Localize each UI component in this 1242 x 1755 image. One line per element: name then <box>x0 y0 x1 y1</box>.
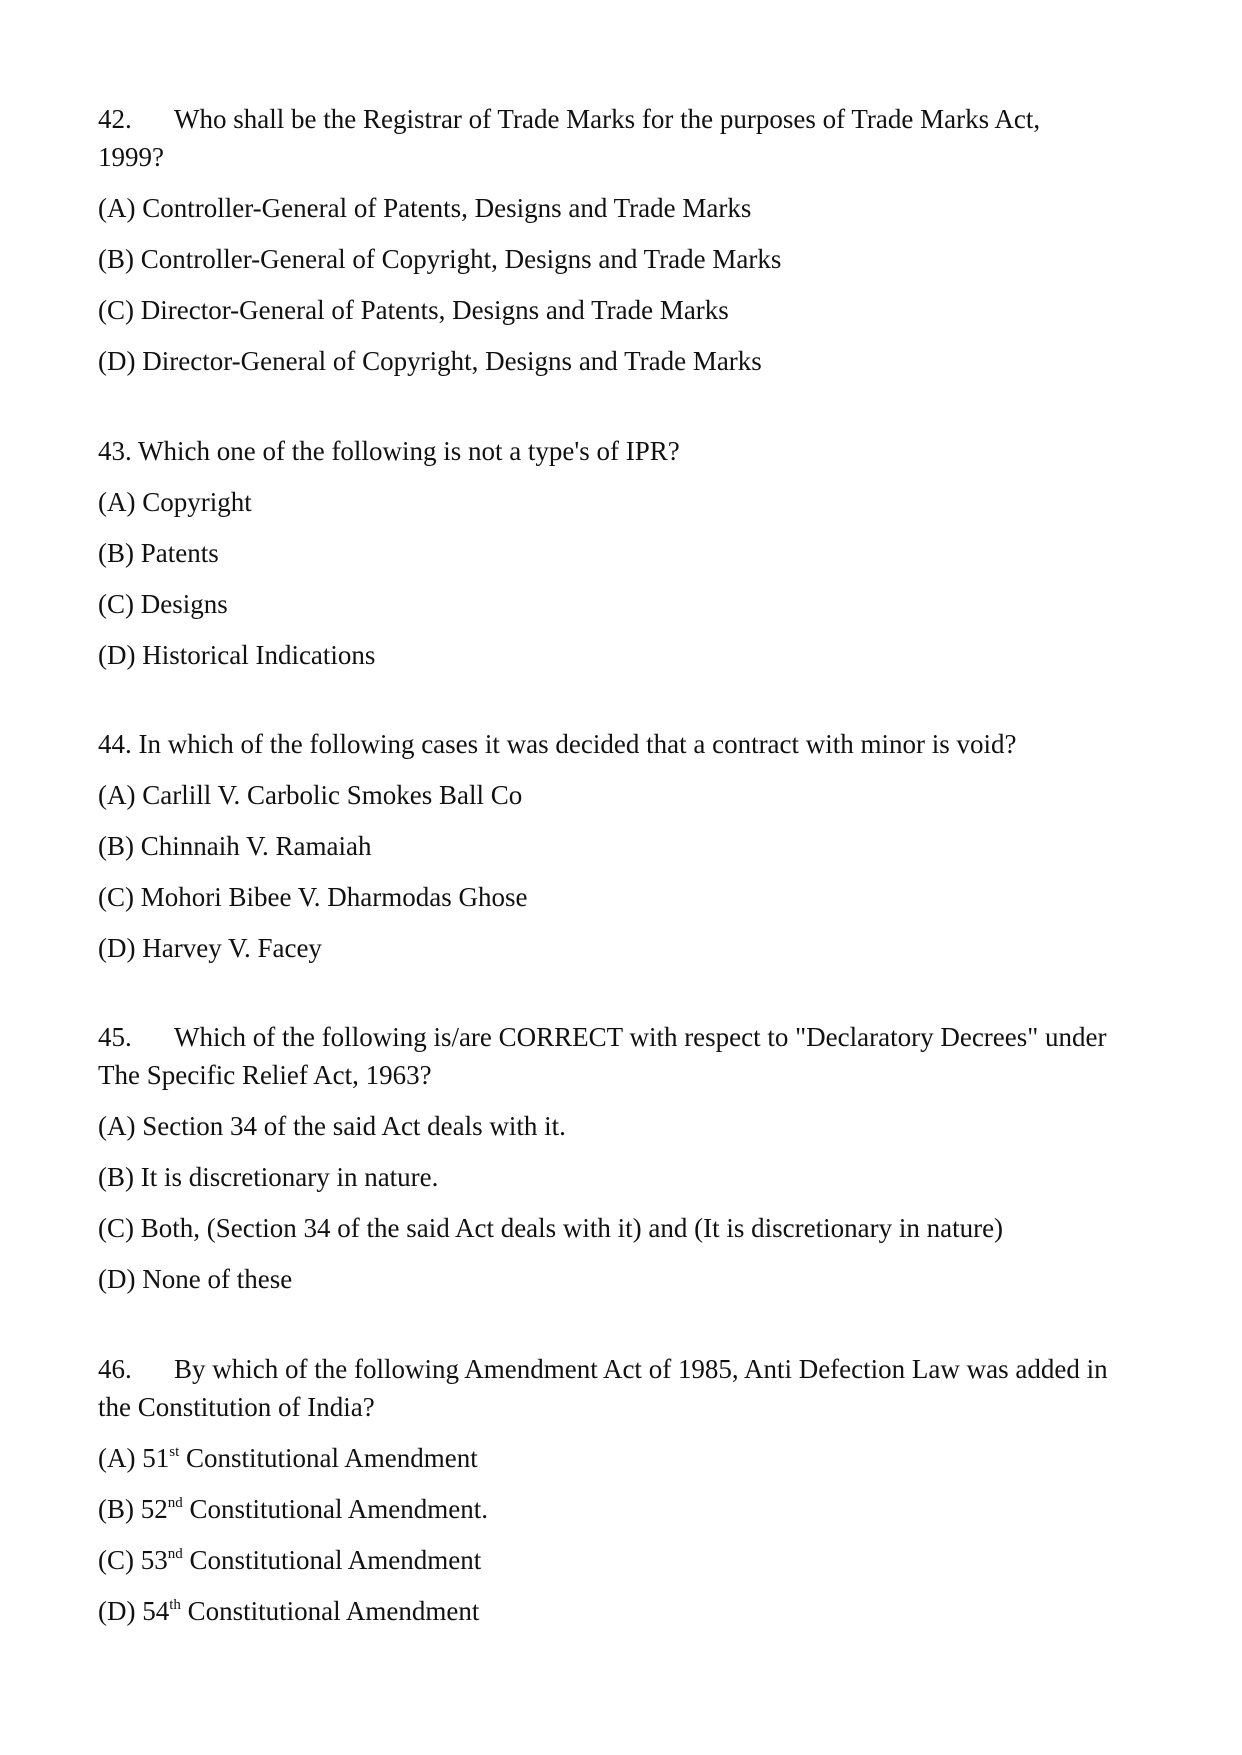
option-b: (B) Chinnaih V. Ramaiah <box>98 831 372 861</box>
option-b: (B) Patents <box>98 538 219 568</box>
question-stem <box>98 432 1108 470</box>
option-c: (C) Mohori Bibee V. Dharmodas Ghose <box>98 882 528 912</box>
option-prefix: (B) 52 <box>98 1494 168 1524</box>
option-suffix: Constitutional Amendment. <box>182 1494 488 1524</box>
question-text: By which of the following Amendment Act of 1985, Anti Defection Law was added in the Constitution of India? <box>98 1354 1108 1422</box>
option-a: (A) Carlill V. Carbolic Smokes Ball Co <box>98 780 523 810</box>
option-suffix: Constitutional Amendment <box>179 1443 478 1473</box>
ordinal-suffix: th <box>169 1597 181 1613</box>
option-prefix: (C) 53 <box>98 1545 168 1575</box>
option-c: (C) Both, (Section 34 of the said Act deals with it) and (It is discretionary in nature) <box>98 1213 1004 1243</box>
question-45 <box>98 1018 1108 1311</box>
question-number: 46. <box>98 1354 132 1384</box>
option-a: (A) Section 34 of the said Act deals with it. <box>98 1111 566 1141</box>
ordinal-suffix: st <box>169 1444 180 1460</box>
option-c: (C) Designs <box>98 589 228 619</box>
question-stem <box>98 1018 1108 1094</box>
question-text: Which of the following is/are CORRECT with respect to "Declaratory Decrees" under The Specific Relief Act, 1963? <box>98 1022 1107 1090</box>
option-a: (A) Controller-General of Patents, Designs and Trade Marks <box>98 193 752 223</box>
option-c <box>98 1541 1108 1579</box>
question-stem <box>98 1350 1108 1426</box>
question-46 <box>98 1350 1108 1643</box>
question-number: 44. <box>98 729 132 759</box>
option-suffix: Constitutional Amendment <box>180 1596 480 1626</box>
option-b: (B) Controller-General of Copyright, Designs and Trade Marks <box>98 244 782 274</box>
ordinal-suffix: nd <box>167 1546 183 1562</box>
question-42 <box>98 100 1108 393</box>
question-text: Which one of the following is not a type's of IPR? <box>138 436 680 466</box>
question-number: 43. <box>98 436 132 466</box>
option-prefix: (A) 51 <box>98 1443 170 1473</box>
option-b: (B) It is discretionary in nature. <box>98 1162 439 1192</box>
option-d: (D) Harvey V. Facey <box>98 933 322 963</box>
option-prefix: (D) 54 <box>98 1596 170 1626</box>
option-d: (D) Historical Indications <box>98 640 376 670</box>
question-text: Who shall be the Registrar of Trade Marks for the purposes of Trade Marks Act, 1999? <box>98 104 1041 172</box>
question-number: 42. <box>98 104 132 134</box>
question-stem <box>98 100 1108 176</box>
option-d: (D) Director-General of Copyright, Designs and Trade Marks <box>98 346 762 376</box>
question-43 <box>98 432 1108 687</box>
option-c: (C) Director-General of Patents, Designs and Trade Marks <box>98 295 729 325</box>
option-a: (A) Copyright <box>98 487 252 517</box>
option-d: (D) None of these <box>98 1264 293 1294</box>
option-a <box>98 1439 1108 1477</box>
option-d <box>98 1592 1108 1630</box>
question-44 <box>98 725 1108 980</box>
question-stem <box>98 725 1108 763</box>
question-number: 45. <box>98 1022 132 1052</box>
ordinal-suffix: nd <box>167 1495 183 1511</box>
question-text: In which of the following cases it was decided that a contract with minor is void? <box>138 729 1017 759</box>
option-suffix: Constitutional Amendment <box>182 1545 482 1575</box>
option-b <box>98 1490 1108 1528</box>
